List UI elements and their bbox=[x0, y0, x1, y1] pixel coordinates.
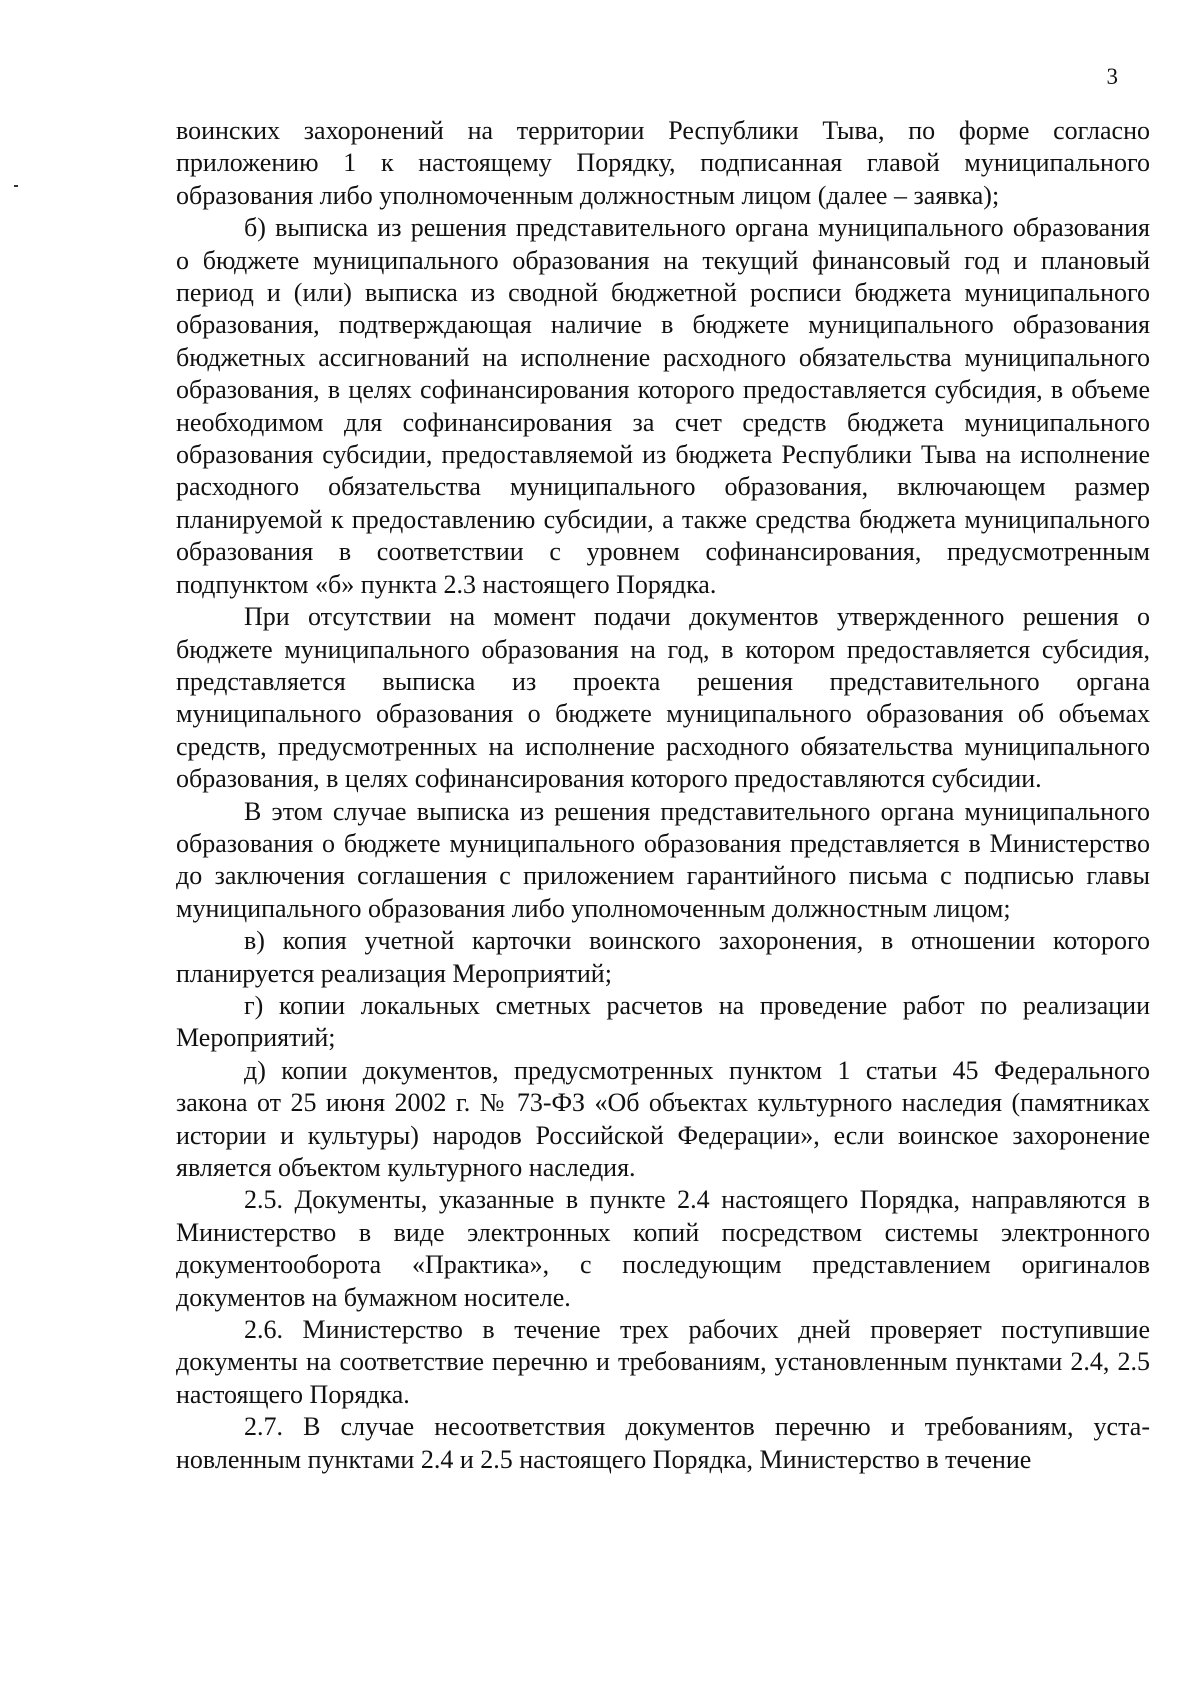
paragraph-absence-of-decision: При отсутствии на момент подачи документов утвержденного решения о бюджете муниципального образования на год, в котором предоставляется субсидия, представляется выписка из проекта решения представительного органа муниципального образования о бюджете муниципального образования об объемах средств, предусмотренных на исполнение расходного обязательства муниципального образования, в целях софинансирования которого предоставляются субсидии. bbox=[176, 602, 1150, 794]
paragraph-2-6: 2.6. Министерство в течение трех рабочих дней проверяет поступившие документы на соответствие перечню и требованиям, установленным пунктами 2.4, 2.5 настоящего Порядка. bbox=[176, 1315, 1150, 1409]
paragraph-item-v: в) копия учетной карточки воинского захоронения, в отношении которого планируется реализация Мероприятий; bbox=[176, 926, 1150, 988]
paragraph-continuation: воинских захоронений на территории Республики Тыва, по форме согласно приложению 1 к настоящему Порядку, подписанная главой муниципального образования либо уполномоченным должностным лицом (далее – заявка); bbox=[176, 116, 1150, 210]
paragraph-2-7: 2.7. В случае несоответствия документов перечню и требованиям, установленным пунктами 2.4 и 2.5 настоящего Порядка, Министерство в течение bbox=[176, 1412, 1150, 1474]
paragraph-item-g: г) копии локальных сметных расчетов на проведение работ по реализации Мероприятий; bbox=[176, 990, 1150, 1053]
scan-artifact-mark bbox=[14, 185, 18, 187]
document-body bbox=[176, 115, 1150, 1476]
paragraph-in-this-case: В этом случае выписка из решения представительного органа муниципального образования о бюджете муниципального образования представляется в Министерство до заключения соглашения с приложением гарантийного письма с подписью главы муниципального образования либо уполномоченным должностным лицом; bbox=[176, 796, 1150, 923]
page-number: 3 bbox=[1106, 64, 1118, 89]
paragraph-2-5: 2.5. Документы, указанные в пункте 2.4 настоящего Порядка, направляются в Министерство в виде электронных копий посредством системы электронного документооборота «Практика», с последующим представлением оригиналов документов на бумажном носителе. bbox=[176, 1185, 1150, 1312]
paragraph-item-b: б) выписка из решения представительного органа муниципального образования о бюджете муниципального образования на текущий финансовый год и плановый период и (или) выписка из сводной бюджетной росписи бюджета муниципального образования, подтверждающая наличие в бюджете муниципального образования бюджетных ассигнований на исполнение расходного обязательства муниципального образования, в целях софинансирования которого предоставляется субсидия, в объеме необходимом для софинансирования за счет средств бюджета муниципального образования субсидии, предоставляемой из бюджета Республики Тыва на исполнение расходного обязательства муниципального образования, включающем размер планируемой к предоставлению субсидии, а также средства бюджета муниципального образования в соответствии с уровнем софинансирования, предусмотренным подпунктом «б» пункта 2.3 настоящего Порядка. bbox=[176, 213, 1150, 599]
paragraph-item-d: д) копии документов, предусмотренных пунктом 1 статьи 45 Федерального закона от 25 июня 2002 г. № 73-ФЗ «Об объектах культурного наследия (памятниках истории и культуры) народов Российской Федерации», если воинское захоронение является объектом культурного наследия. bbox=[176, 1055, 1150, 1182]
